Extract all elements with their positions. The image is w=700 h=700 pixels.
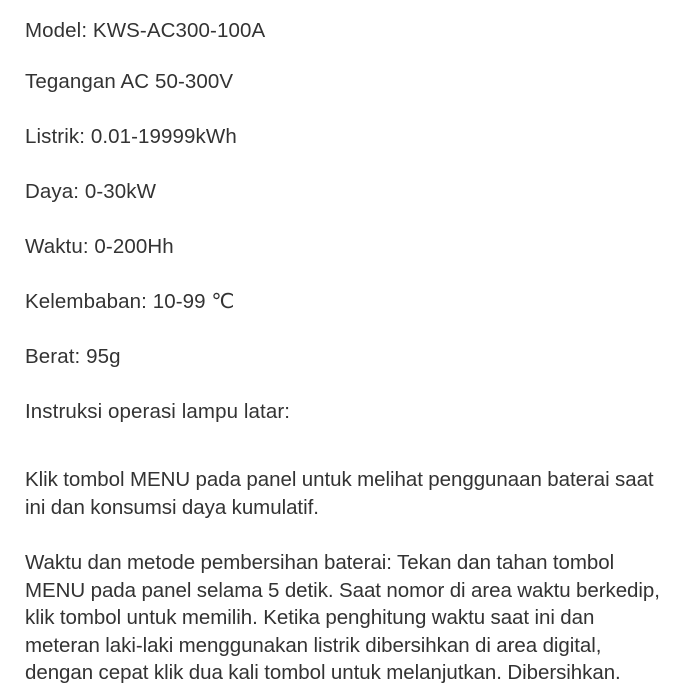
spec-row-model: Model: KWS-AC300-100A bbox=[25, 19, 266, 42]
spec-row-voltage: Tegangan AC 50-300V bbox=[25, 70, 234, 93]
spec-row-weight: Berat: 95g bbox=[25, 345, 121, 368]
specification-list bbox=[25, 0, 675, 384]
backlight-instructions-heading: Instruksi operasi lampu latar: bbox=[25, 400, 291, 423]
spec-row-power: Daya: 0-30kW bbox=[25, 180, 157, 203]
instruction-paragraph-battery-reset: Waktu dan metode pembersihan baterai: Tekan dan tahan tombol MENU pada panel selama 5 detik. Saat nomor di area waktu berkedip, klik tombol untuk memilih. Ketika penghitung waktu saat ini dan meteran laki-laki menggunakan listrik dibersihkan di area digital, dengan cepat klik dua kali tombol untuk melanjutkan. Dibersihkan. bbox=[25, 551, 660, 684]
instruction-paragraph-menu-usage: Klik tombol MENU pada panel untuk melihat penggunaan baterai saat ini dan konsumsi daya kumulatif. bbox=[25, 468, 654, 519]
spec-row-humidity: Kelembaban: 10-99 ℃ bbox=[25, 290, 235, 313]
spec-row-time: Waktu: 0-200Hh bbox=[25, 235, 174, 258]
spec-row-electricity: Listrik: 0.01-19999kWh bbox=[25, 125, 237, 148]
